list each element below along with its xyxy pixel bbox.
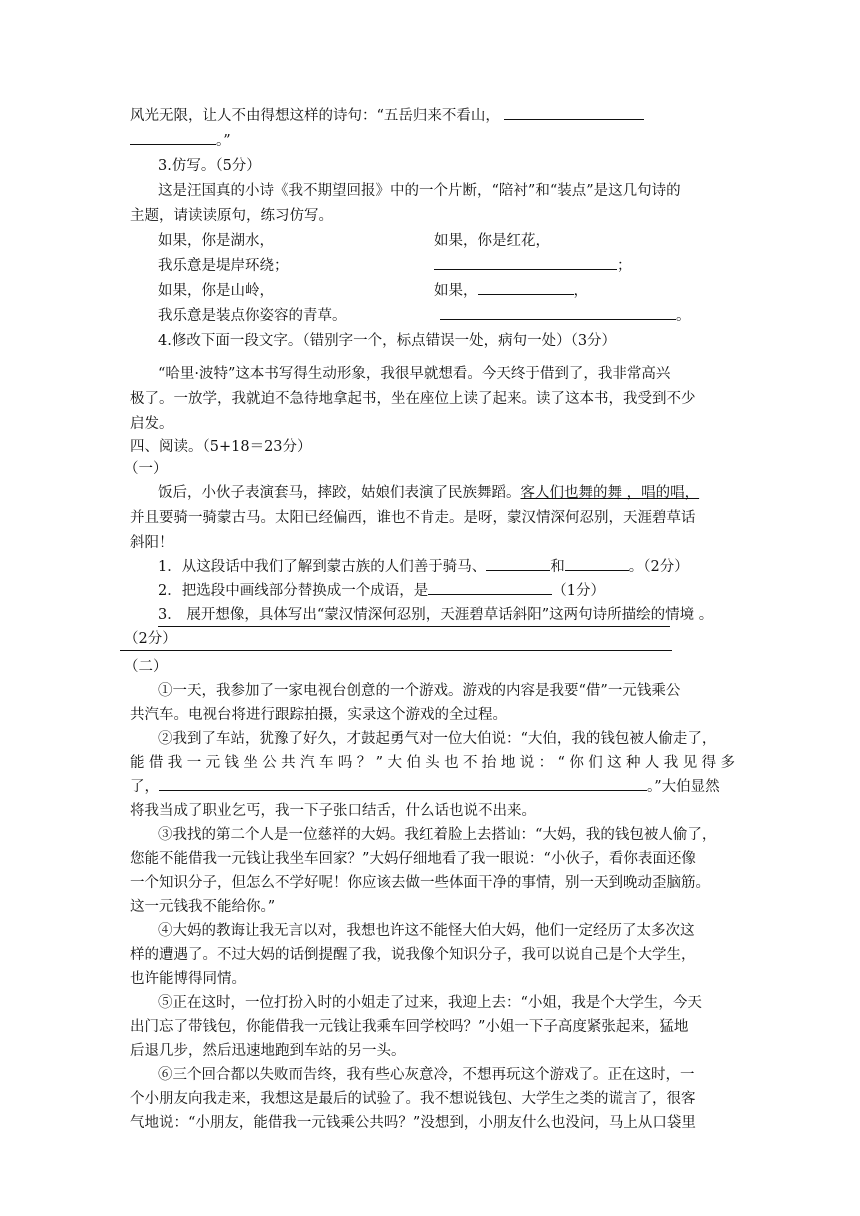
text-line: 这一元钱我不能给你。” bbox=[130, 899, 276, 915]
text-line: 风光无限，让人不由得想这样的诗句：“五岳归来不看山， bbox=[130, 104, 644, 129]
text-line: 。” bbox=[130, 129, 231, 154]
poem-line: 。 bbox=[440, 304, 691, 329]
text-line: 样的遭遇了。不过大妈的话倒提醒了我，说我像个知识分子，我可以说自己是个大学生， bbox=[130, 947, 696, 963]
part-title: （一） bbox=[124, 461, 168, 477]
text-line: 出门忘了带钱包，你能借我一元钱让我乘车回学校吗？”小姐一下子高度紧张起来，猛地 bbox=[130, 1019, 689, 1035]
text-line: 将我当成了职业乞丐，我一下子张口结舌，什么话也说不出来。 bbox=[130, 803, 536, 819]
part-title: （二） bbox=[124, 659, 168, 675]
answer-blank[interactable] bbox=[565, 556, 629, 571]
poem-line: 我乐意是堤岸环绕； bbox=[158, 258, 289, 274]
question-title: 4.修改下面一段文字。（错别字一个，标点错误一处，病句一处）（3分） bbox=[158, 333, 617, 349]
underlined-phrase: 客人们也舞的舞 ，唱的唱， bbox=[520, 485, 700, 501]
answer-blank[interactable] bbox=[434, 255, 617, 270]
text-line: 启发。 bbox=[130, 416, 174, 432]
text-line: 能借我一元钱坐公共汽车吗？”大伯头也不抬地说：“你们这种人我见得多 bbox=[130, 755, 735, 771]
text-line: 饭后，小伙子表演套马，摔跤，姑娘们表演了民族舞蹈。客人们也舞的舞 ，唱的唱， bbox=[158, 485, 700, 501]
poem-line: 如果，你是湖水， bbox=[158, 233, 274, 249]
text-line: ⑤正在这时，一位打扮入时的小姐走了过来，我迎上去：“小姐，我是个大学生，今天 bbox=[158, 995, 702, 1011]
poem-line: 如果，你是红花， bbox=[434, 233, 550, 249]
answer-blank[interactable] bbox=[428, 580, 552, 595]
text-line: 您能不能借我一元钱让我坐车回家？”大妈仔细地看了我一眼说：“小伙子，看你表面还像 bbox=[130, 851, 696, 867]
text-line: 极了。一放学，我就迫不急待地拿起书，坐在座位上读了起来。读了这本书，我受到不少 bbox=[130, 391, 696, 407]
text-line: 斜阳！ bbox=[130, 535, 174, 551]
question-line: 1．从这段话中我们了解到蒙古族的人们善于骑马、 和 。（2分） bbox=[158, 555, 689, 580]
answer-blank[interactable] bbox=[159, 776, 647, 791]
text-line: 共汽车。电视台将进行跟踪拍摄，实录这个游戏的全过程。 bbox=[130, 707, 507, 723]
text-line: ⑥三个回合都以失败而告终，我有些心灰意冷，不想再玩这个游戏了。正在这时，一 bbox=[158, 1067, 695, 1083]
text-line: 后退几步，然后迅速地跑到车站的另一头。 bbox=[130, 1043, 406, 1059]
poem-line: 如果，你是山岭， bbox=[158, 283, 274, 299]
text-line: 一个知识分子，但怎么不学好呢！你应该去做一些体面干净的事情，别一天到晚动歪脑筋。 bbox=[130, 875, 710, 891]
answer-line[interactable] bbox=[158, 626, 670, 627]
poem-line: 如果， ， bbox=[434, 279, 588, 304]
text-line: ①一天，我参加了一家电视台创意的一个游戏。游戏的内容是我要“借”一元钱乘公 bbox=[158, 683, 681, 699]
text-line: 气地说：“小朋友，能借我一元钱乘公共吗？”没想到，小朋友什么也没问，马上从口袋里 bbox=[130, 1115, 696, 1131]
text-line: ③我找的第二个人是一位慈祥的大妈。我红着脸上去搭讪：“大妈，我的钱包被人偷了， bbox=[158, 827, 717, 843]
section-title: 四、阅读。（5+18＝23分） bbox=[130, 439, 312, 455]
text-line: 这是汪国真的小诗《我不期望回报》中的一个片断，“陪衬”和“装点”是这几句诗的 bbox=[158, 183, 681, 199]
question-line: （2分） bbox=[124, 631, 177, 647]
answer-blank[interactable] bbox=[486, 556, 550, 571]
poem-line: ； bbox=[434, 254, 632, 279]
answer-blank[interactable] bbox=[130, 130, 216, 145]
text-line: 主题，请读读原句，练习仿写。 bbox=[130, 208, 333, 224]
text-line: 了， 。”大伯显然 bbox=[130, 775, 720, 800]
question-line: 3． 展开想像，具体写出“蒙汉情深何忍别，天涯碧草话斜阳”这两句诗所描绘的情境 。 bbox=[158, 607, 714, 623]
answer-blank[interactable] bbox=[440, 305, 676, 320]
answer-blank[interactable] bbox=[478, 280, 574, 295]
question-title: 3.仿写。（5分） bbox=[158, 158, 261, 174]
question-line: 2．把选段中画线部分替换成一个成语，是 （1分） bbox=[158, 579, 605, 604]
answer-blank[interactable] bbox=[504, 105, 644, 120]
text-line: 个小朋友向我走来，我想这是最后的试验了。我不想说钱包、大学生之类的谎言了，很客 bbox=[130, 1091, 696, 1107]
answer-line[interactable] bbox=[120, 650, 672, 651]
text-line: “哈里·波特”这本书写得生动形象，我很早就想看。今天终于借到了，我非常高兴 bbox=[158, 366, 671, 382]
text-line: ④大妈的教诲让我无言以对，我想也许这不能怪大伯大妈，他们一定经历了太多次这 bbox=[158, 923, 695, 939]
poem-line: 我乐意是装点你姿容的青草。 bbox=[158, 308, 347, 324]
text-line: 也许能博得同情。 bbox=[130, 971, 246, 987]
text-line: ②我到了车站，犹豫了好久，才鼓起勇气对一位大伯说：“大伯，我的钱包被人偷走了， bbox=[158, 731, 717, 747]
text-line: 并且要骑一骑蒙古马。太阳已经偏西，谁也不肯走。是呀，蒙汉情深何忍别，天涯碧草话 bbox=[130, 510, 696, 526]
